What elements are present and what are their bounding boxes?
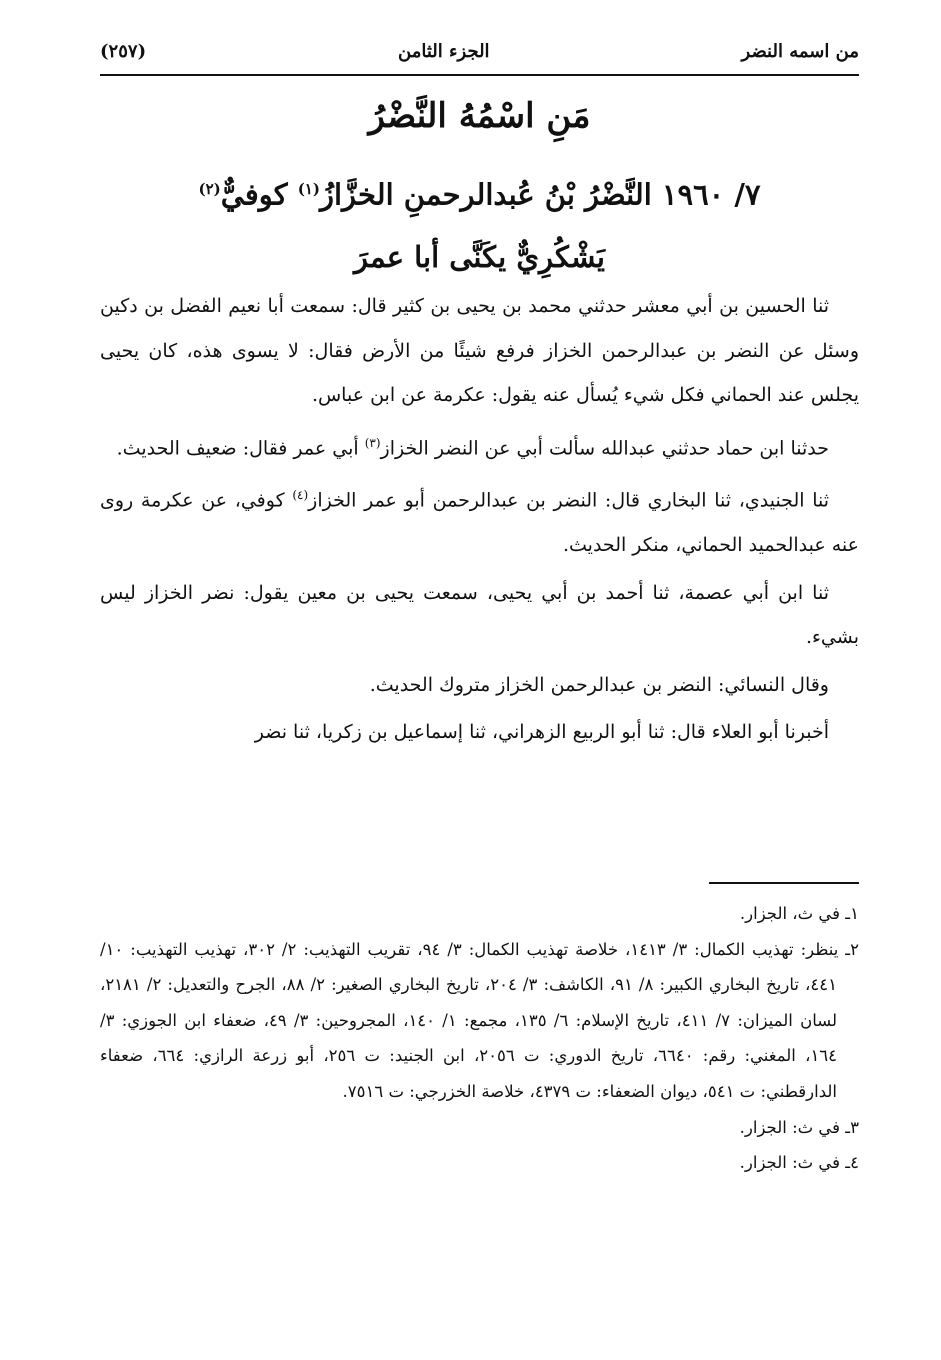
paragraph-3-text-b: كوفي، عن عكرمة روى عنه عبدالحميد الحماني، منكر الحديث. <box>100 489 859 557</box>
entry-heading <box>100 158 859 288</box>
entry-name: ٧/ ١٩٦٠ النَّضْرُ بْنُ عُبدالرحمنِ الخزَّازُ <box>319 177 761 212</box>
footnote-ref-4: (٤) <box>292 488 309 503</box>
chapter-title: مَنِ اسْمُهُ النَّضْرُ <box>368 96 591 136</box>
footnote-ref-1: (١) <box>297 180 320 198</box>
footnote-divider <box>709 882 859 884</box>
footnote-1: ١ـ في ث، الجزار. <box>739 904 859 923</box>
footnote-ref-3: (٣) <box>364 435 381 450</box>
footnote-2: ٢ـ ينظر: تهذيب الكمال: ٣/ ١٤١٣، خلاصة تهذيب الكمال: ٣/ ٩٤، تقريب التهذيب: ٢/ ٣٠٢، تهذيب التهذيب: ١٠/ ٤٤١، تاريخ البخاري الكبير: ٨/ ٩١، الكاشف: ٣/ ٢٠٤، تاريخ البخاري الصغير: ٢/ ٨٨، الجرح والتعديل: ٢/ ٢١٨١، لسان الميزان: ٧/ ٤١١، تاريخ الإسلام: ٦/ ١٣٥، مجمع: ١/ ١٤٠، المجروحين: ٣/ ٤٩، ضعفاء ابن الجوزي: ٣/ ١٦٤، المغني: رقم: ٦٦٤٠، تاريخ الدوري: ت ٢٠٥٦، ابن الجنيد: ت ٢٥٦، أبو زرعة الرازي: ٦٦٤، ضعفاء الدارقطني: ت ٥٤١، ديوان الضعفاء: ت ٤٣٧٩، خلاصة الخزرجي: ت ٧٥١٦. <box>100 939 860 1101</box>
paragraph-6: أخبرنا أبو العلاء قال: ثنا أبو الربيع الزهراني، ثنا إسماعيل بن زكريا، ثنا نضر <box>254 721 829 744</box>
header-volume: الجزء الثامن <box>398 40 490 62</box>
paragraph-3-text-a: ثنا الجنيدي، ثنا البخاري قال: النضر بن عبدالرحمن أبو عمر الخزاز <box>308 489 829 512</box>
footnotes <box>100 896 859 1181</box>
running-header <box>100 36 859 66</box>
paragraph-4: ثنا ابن أبي عصمة، ثنا أحمد بن أبي يحيى، سمعت يحيى بن معين يقول: نضر الخزاز ليس بشيء. <box>100 581 859 649</box>
footnote-ref-2: (٢) <box>198 180 221 198</box>
main-text <box>100 284 859 758</box>
header-section-title: من اسمه النضر <box>741 40 859 62</box>
paragraph-1: ثنا الحسين بن أبي معشر حدثني محمد بن يحيى بن كثير قال: سمعت أبا نعيم الفضل بن دكين وسئل عن النضر بن عبدالرحمن الخزاز فرفع شيئًا من الأرض فقال: لا يسوى هذه، كان يحيى يجلس عند الحماني فكل شيء يُسأل عنه يقول: عكرمة عن ابن عباس. <box>100 295 859 406</box>
paragraph-3 <box>100 473 859 567</box>
footnote-4: ٤ـ في ث: الجزار. <box>739 1153 859 1173</box>
paragraph-5: وقال النسائي: النضر بن عبدالرحمن الخزاز متروك الحديث. <box>369 673 829 696</box>
paragraph-2-text-a: حدثنا ابن حماد حدثني عبدالله سألت أبي عن النضر الخزاز <box>380 436 829 459</box>
paragraph-2-text-b: أبي عمر فقال: ضعيف الحديث. <box>116 436 365 459</box>
entry-heading-line-1 <box>100 158 859 226</box>
entry-heading-line-2: يَشْكُرِيٌّ يكَنَّى أبا عمرَ <box>354 239 605 274</box>
entry-origin: كوفيٌّ <box>220 177 298 212</box>
header-divider <box>100 74 859 76</box>
paragraph-2 <box>100 421 859 471</box>
header-page-number: (٢٥٧) <box>100 40 147 62</box>
footnote-3: ٣ـ في ث: الجزار. <box>739 1117 859 1137</box>
